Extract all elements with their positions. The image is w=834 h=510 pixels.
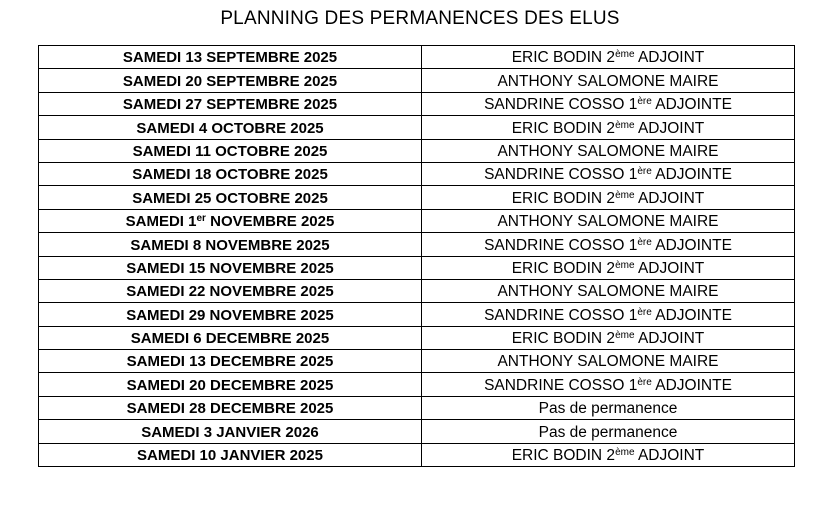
date-text: SAMEDI 10 JANVIER 2025 — [137, 447, 323, 465]
table-row — [39, 186, 795, 209]
date-text: SAMEDI 13 DECEMBRE 2025 — [126, 353, 334, 371]
elected-official-cell — [422, 46, 795, 69]
elected-official-text: SANDRINE COSSO 1 — [484, 96, 638, 114]
table-row — [39, 396, 795, 419]
elected-official-cell — [422, 233, 795, 256]
date-text: SAMEDI 22 NOVEMBRE 2025 — [126, 283, 334, 301]
elected-official-text: ANTHONY SALOMONE MAIRE — [497, 72, 719, 90]
date-cell — [39, 162, 422, 185]
date-cell — [39, 420, 422, 443]
elected-official-cell — [422, 326, 795, 349]
elected-official-text: ANTHONY SALOMONE MAIRE — [497, 353, 719, 371]
table-row — [39, 116, 795, 139]
elected-official-cell — [422, 186, 795, 209]
date-text: SAMEDI 29 NOVEMBRE 2025 — [126, 306, 334, 324]
table-row — [39, 443, 795, 466]
elected-official-text: Pas de permanence — [538, 423, 678, 441]
elected-official-text: ERIC BODIN 2 — [511, 119, 616, 137]
date-cell — [39, 350, 422, 373]
date-cell — [39, 116, 422, 139]
table-row — [39, 139, 795, 162]
date-text: SAMEDI 27 SEPTEMBRE 2025 — [122, 96, 338, 114]
date-text-suffix: NOVEMBRE 2025 — [205, 213, 335, 231]
date-cell — [39, 443, 422, 466]
elected-official-cell — [422, 92, 795, 115]
elected-official-text: ERIC BODIN 2 — [511, 447, 616, 465]
elected-official-ordinal-suffix: ème — [615, 49, 635, 61]
elected-official-ordinal-suffix: ère — [637, 376, 652, 388]
elected-official-text: SANDRINE COSSO 1 — [484, 236, 638, 254]
elected-official-text: Pas de permanence — [538, 400, 678, 418]
date-text: SAMEDI 15 NOVEMBRE 2025 — [126, 259, 334, 277]
table-row — [39, 256, 795, 279]
date-text: SAMEDI 4 OCTOBRE 2025 — [136, 119, 324, 137]
elected-official-cell — [422, 256, 795, 279]
elected-official-ordinal-suffix: ère — [637, 306, 652, 318]
elected-official-cell — [422, 139, 795, 162]
table-row — [39, 303, 795, 326]
elected-official-ordinal-suffix: ère — [637, 96, 652, 108]
elected-official-ordinal-suffix: ème — [615, 447, 635, 459]
elected-official-ordinal-suffix: ème — [615, 259, 635, 271]
date-text: SAMEDI 1 — [125, 213, 197, 231]
elected-official-role: ADJOINTE — [651, 376, 732, 394]
elected-official-ordinal-suffix: ère — [637, 236, 652, 248]
date-text: SAMEDI 6 DECEMBRE 2025 — [130, 330, 330, 348]
date-cell — [39, 396, 422, 419]
date-cell — [39, 373, 422, 396]
table-row — [39, 420, 795, 443]
date-cell — [39, 233, 422, 256]
table-row — [39, 350, 795, 373]
elected-official-role: ADJOINT — [634, 119, 705, 137]
elected-official-text: ERIC BODIN 2 — [511, 49, 616, 67]
elected-official-text: ANTHONY SALOMONE MAIRE — [497, 142, 719, 160]
date-text: SAMEDI 13 SEPTEMBRE 2025 — [122, 49, 338, 67]
page-title: PLANNING DES PERMANENCES DES ELUS — [220, 8, 620, 29]
elected-official-role: ADJOINT — [634, 49, 705, 67]
elected-official-cell — [422, 116, 795, 139]
elected-official-text: ANTHONY SALOMONE MAIRE — [497, 213, 719, 231]
date-text: SAMEDI 18 OCTOBRE 2025 — [132, 166, 328, 184]
elected-official-text: SANDRINE COSSO 1 — [484, 376, 638, 394]
date-text: SAMEDI 3 JANVIER 2026 — [141, 423, 319, 441]
date-text: SAMEDI 8 NOVEMBRE 2025 — [130, 236, 330, 254]
elected-official-ordinal-suffix: ème — [615, 189, 635, 201]
date-ordinal-suffix: er — [196, 213, 206, 225]
elected-official-role: ADJOINTE — [651, 236, 732, 254]
date-cell — [39, 303, 422, 326]
elected-official-ordinal-suffix: ème — [615, 330, 635, 342]
table-row — [39, 92, 795, 115]
elected-official-cell — [422, 373, 795, 396]
date-text: SAMEDI 28 DECEMBRE 2025 — [126, 400, 334, 418]
date-cell — [39, 209, 422, 232]
elected-official-cell — [422, 69, 795, 92]
date-text: SAMEDI 20 SEPTEMBRE 2025 — [122, 72, 338, 90]
elected-official-role: ADJOINT — [634, 189, 705, 207]
table-row — [39, 209, 795, 232]
date-cell — [39, 279, 422, 302]
elected-official-text: ERIC BODIN 2 — [511, 330, 616, 348]
elected-official-cell — [422, 443, 795, 466]
elected-official-role: ADJOINTE — [651, 306, 732, 324]
date-cell — [39, 69, 422, 92]
elected-official-cell — [422, 162, 795, 185]
date-text: SAMEDI 20 DECEMBRE 2025 — [126, 376, 334, 394]
elected-official-ordinal-suffix: ème — [615, 119, 635, 131]
elected-official-text: ERIC BODIN 2 — [511, 189, 616, 207]
date-cell — [39, 46, 422, 69]
table-row — [39, 233, 795, 256]
elected-official-role: ADJOINT — [634, 447, 705, 465]
elected-official-role: ADJOINT — [634, 330, 705, 348]
elected-official-cell — [422, 303, 795, 326]
elected-official-cell — [422, 396, 795, 419]
table-row — [39, 162, 795, 185]
date-cell — [39, 256, 422, 279]
elected-official-cell — [422, 350, 795, 373]
elected-official-text: SANDRINE COSSO 1 — [484, 166, 638, 184]
planning-table-body — [39, 46, 795, 467]
date-cell — [39, 139, 422, 162]
elected-official-cell — [422, 420, 795, 443]
table-row — [39, 46, 795, 69]
date-cell — [39, 326, 422, 349]
date-cell — [39, 92, 422, 115]
elected-official-text: ERIC BODIN 2 — [511, 259, 616, 277]
elected-official-cell — [422, 209, 795, 232]
elected-official-role: ADJOINTE — [651, 166, 732, 184]
elected-official-role: ADJOINT — [634, 259, 705, 277]
elected-official-text: ANTHONY SALOMONE MAIRE — [497, 283, 719, 301]
date-text: SAMEDI 25 OCTOBRE 2025 — [132, 189, 328, 207]
table-row — [39, 69, 795, 92]
table-row — [39, 279, 795, 302]
table-row — [39, 373, 795, 396]
date-text: SAMEDI 11 OCTOBRE 2025 — [132, 142, 328, 160]
table-row — [39, 326, 795, 349]
elected-official-text: SANDRINE COSSO 1 — [484, 306, 638, 324]
planning-table — [38, 45, 795, 467]
elected-official-role: ADJOINTE — [651, 96, 732, 114]
date-cell — [39, 186, 422, 209]
elected-official-ordinal-suffix: ère — [637, 166, 652, 178]
elected-official-cell — [422, 279, 795, 302]
